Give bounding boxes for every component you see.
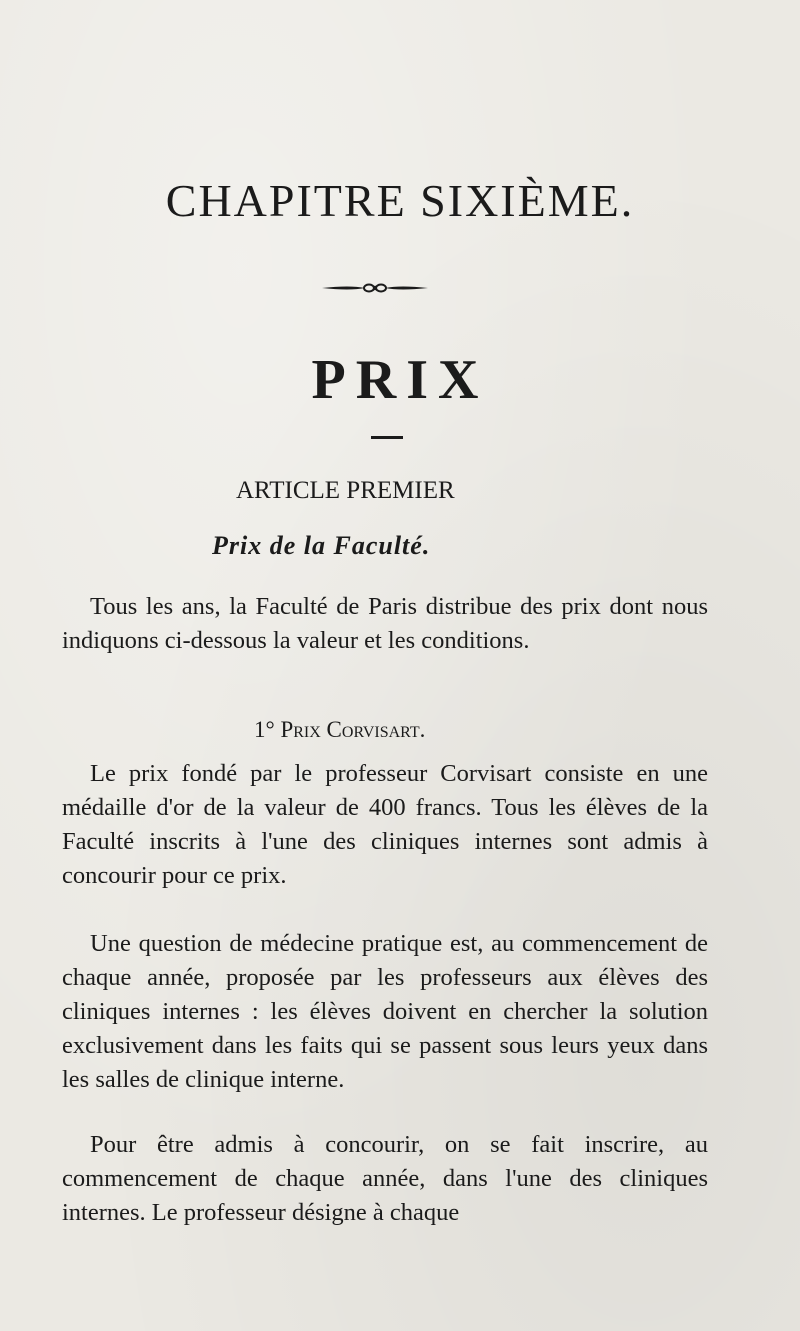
chapter-title: CHAPITRE SIXIÈME. — [165, 175, 635, 226]
scroll-ornament-icon — [320, 280, 430, 296]
intro-paragraph: Tous les ans, la Faculté de Paris distribue des prix dont nous indiquons ci-dessous la valeur et les conditions. — [62, 593, 708, 654]
body-paragraph: Pour être admis à concourir, on se fait inscrire, au commencement de chaque année, dans l'une des cliniques internes. Le professeur désigne à chaque — [62, 1131, 708, 1226]
article-title: ARTICLE PREMIER — [236, 477, 455, 504]
title-divider — [371, 436, 403, 439]
subsection-title: 1° Prix Corvisart. — [254, 717, 426, 742]
main-title: PRIX — [311, 349, 489, 411]
body-paragraph: Le prix fondé par le professeur Corvisart consiste en une médaille d'or de la valeur de 400 francs. Tous les élèves de la Faculté inscrits à l'une des cliniques internes sont admis à concourir pour ce prix. — [62, 760, 708, 889]
body-paragraph: Une question de médecine pratique est, au commencement de chaque année, proposée par les professeurs aux élèves des cliniques internes : les élèves doivent en chercher la solution exclusivement dans les faits qui se passent sous leurs yeux dans les salles de clinique interne. — [62, 930, 708, 1093]
section-title: Prix de la Faculté. — [212, 531, 431, 560]
